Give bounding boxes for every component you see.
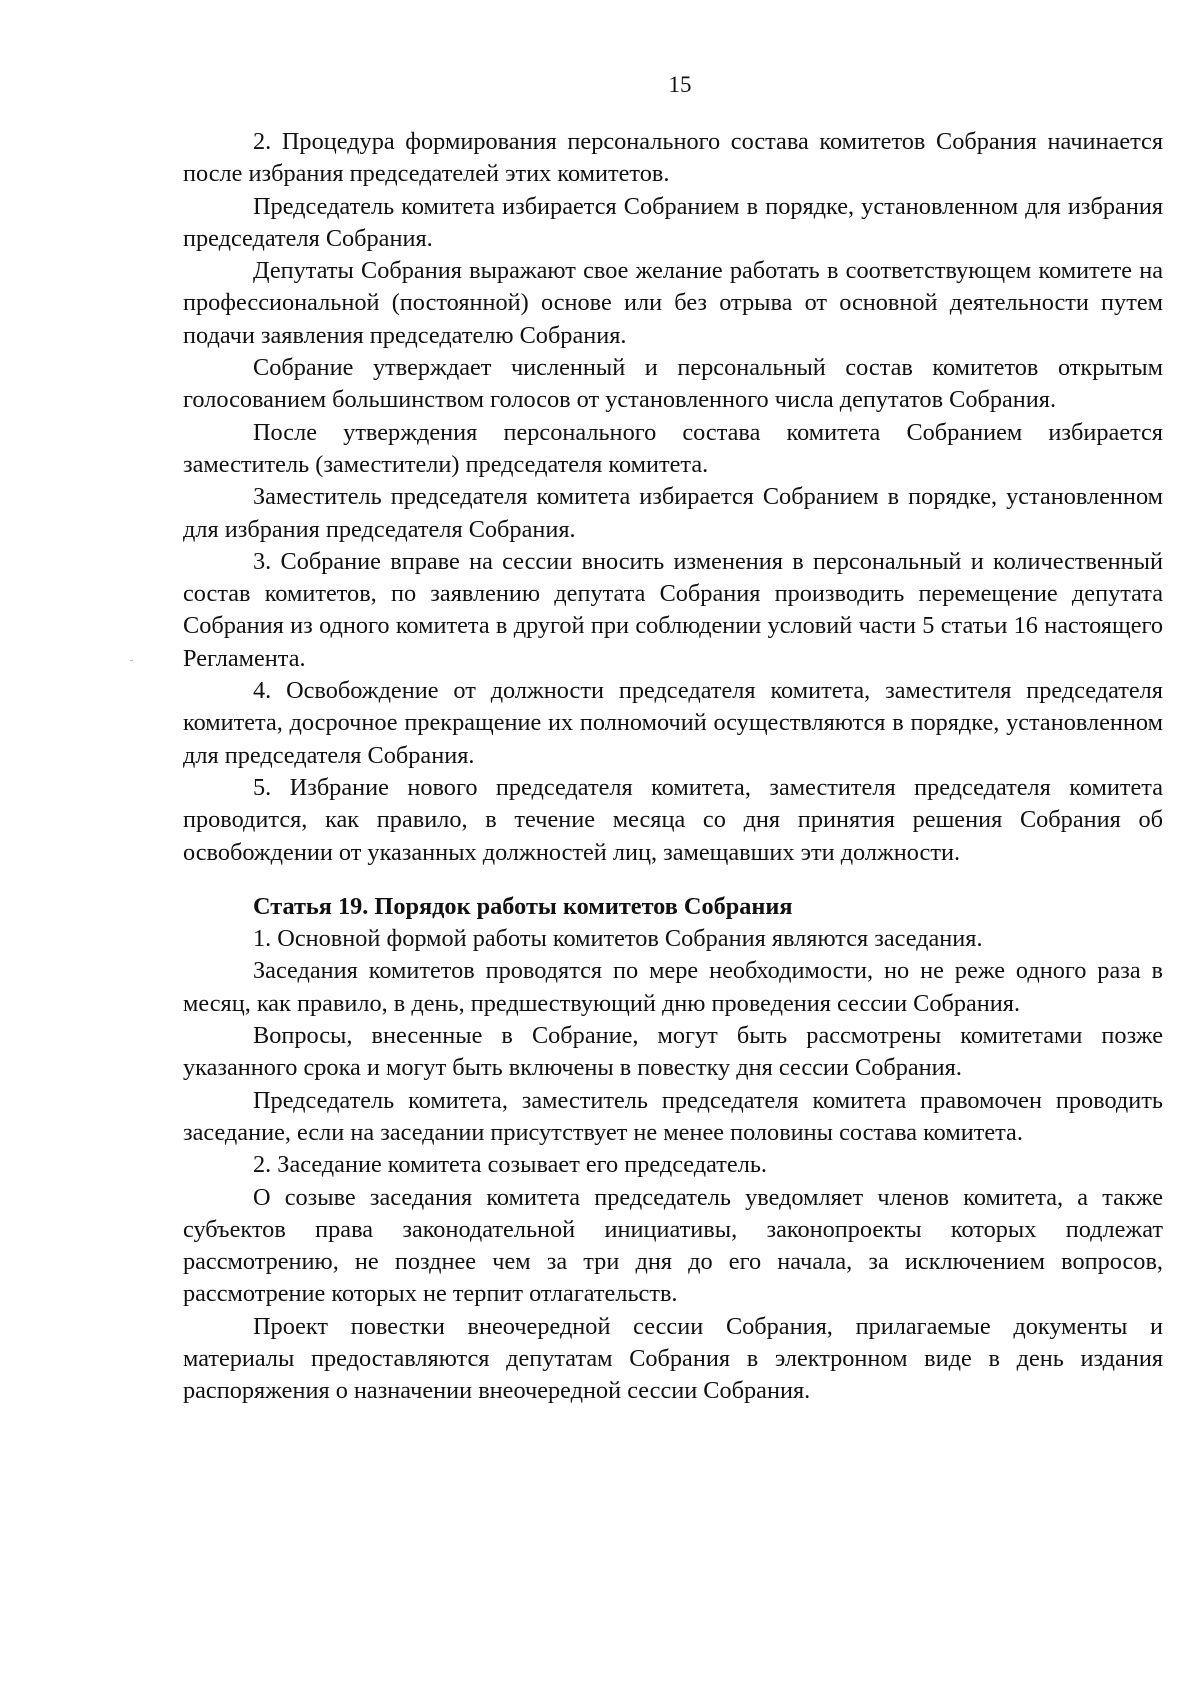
- paragraph: Заместитель председателя комитета избирается Собранием в порядке, установленном для избрания председателя Собрания.: [183, 483, 1163, 543]
- paragraph: Депутаты Собрания выражают свое желание работать в соответствующем комитете на профессиональной (постоянной) основе или без отрыва от основной деятельности путем подачи заявления председателю Собрания.: [183, 257, 1163, 349]
- paragraph: 1. Основной формой работы комитетов Собрания являются заседания.: [253, 925, 983, 953]
- paragraph: 2. Заседание комитета созывает его председатель.: [253, 1151, 767, 1179]
- scan-margin-mark: [130, 660, 133, 661]
- paragraph: О созыве заседания комитета председатель уведомляет членов комитета, а также субъектов права законодательной инициативы, законопроекты которых подлежат рассмотрению, не позднее чем за три дня до его начала, за исключением вопросов, рассмотрение которых не терпит отлагательств.: [183, 1183, 1163, 1308]
- article-heading: Статья 19. Порядок работы комитетов Собрания: [253, 892, 793, 920]
- paragraph: Собрание утверждает численный и персональный состав комитетов открытым голосованием большинством голосов от установленного числа депутатов Собрания.: [183, 354, 1163, 414]
- paragraph: 2. Процедура формирования персонального состава комитетов Собрания начинается после избрания председателей этих комитетов.: [183, 128, 1163, 188]
- paragraph: Заседания комитетов проводятся по мере необходимости, но не реже одного раза в месяц, как правило, в день, предшествующий дню проведения сессии Собрания.: [183, 957, 1163, 1017]
- paragraph: Председатель комитета, заместитель председателя комитета правомочен проводить заседание, если на заседании присутствует не менее половины состава комитета.: [183, 1086, 1163, 1146]
- paragraph: 5. Избрание нового председателя комитета, заместителя председателя комитета проводится, как правило, в течение месяца со дня принятия решения Собрания об освобождении от указанных должностей лиц, замещавших эти должности.: [183, 773, 1163, 866]
- document-body: [183, 126, 1163, 1408]
- paragraph: Председатель комитета избирается Собранием в порядке, установленном для избрания председателя Собрания.: [183, 192, 1163, 252]
- paragraph: После утверждения персонального состава комитета Собранием избирается заместитель (заместители) председателя комитета.: [183, 418, 1163, 478]
- paragraph: 4. Освобождение от должности председателя комитета, заместителя председателя комитета, досрочное прекращение их полномочий осуществляются в порядке, установленном для председателя Собрания.: [183, 677, 1163, 769]
- paragraph: 3. Собрание вправе на сессии вносить изменения в персональный и количественный состав комитетов, по заявлению депутата Собрания производить перемещение депутата Собрания из одного комитета в другой при соблюдении условий части 5 статьи 16 настоящего Регламента.: [183, 547, 1163, 672]
- paragraph: Вопросы, внесенные в Собрание, могут быть рассмотрены комитетами позже указанного срока и могут быть включены в повестку дня сессии Собрания.: [183, 1022, 1163, 1082]
- page-number: 15: [668, 72, 692, 97]
- paragraph: Проект повестки внеочередной сессии Собрания, прилагаемые документы и материалы предоставляются депутатам Собрания в электронном виде в день издания распоряжения о назначении внеочередной сессии Собрания.: [183, 1312, 1163, 1405]
